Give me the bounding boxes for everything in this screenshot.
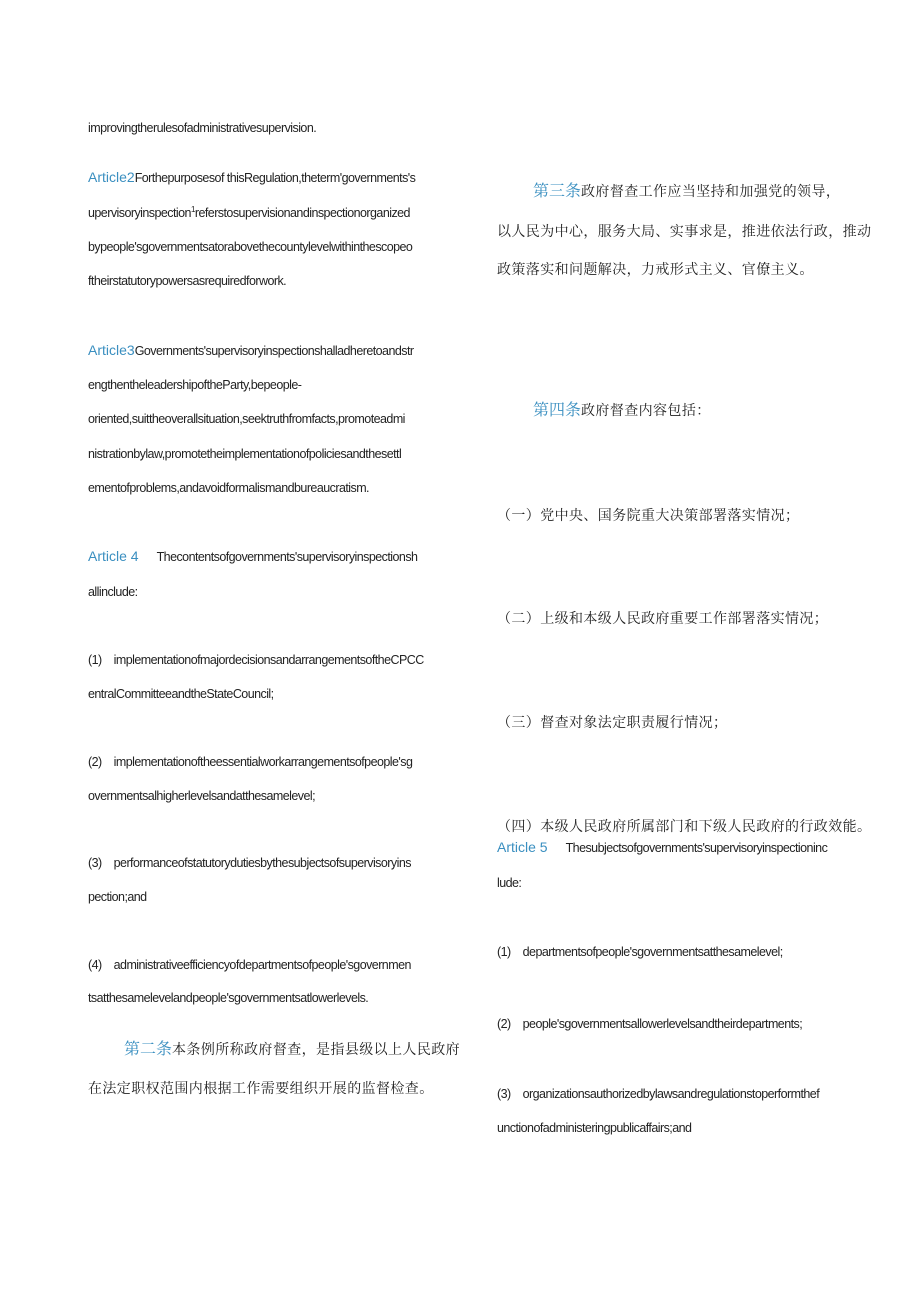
left-item4-line2: tsatthesamelevelandpeople'sgovernmentsatlowerlevels. bbox=[88, 991, 369, 1005]
item-text: performanceofstatutorydutiesbythesubjectsofsupervisoryins bbox=[113, 856, 411, 870]
zh-article4-text1: 政府督查内容包括： bbox=[581, 403, 711, 419]
zh-item2: （二）上级和本级人民政府重要工作部署落实情况； bbox=[497, 611, 829, 627]
item-number: (2) bbox=[497, 1017, 511, 1031]
zh-article3-heading: 第三条 bbox=[533, 181, 582, 200]
right-item3-line2: unctionofadministeringpublicaffairs;and bbox=[497, 1121, 692, 1135]
article2-text1: Forthepurposesof thisRegulation,theterm'governments's bbox=[134, 171, 416, 185]
article5-heading: Article 5 bbox=[497, 839, 548, 855]
left-item4-line1 bbox=[88, 957, 411, 973]
zh-article4-line1 bbox=[533, 401, 711, 420]
article5-text1: Thesubjectsofgovernments'supervisoryinspectioninc bbox=[565, 841, 828, 855]
left-item1-line1 bbox=[88, 652, 424, 668]
article3-text1: Governments'supervisoryinspectionshalladheretoandstr bbox=[134, 344, 414, 358]
zh-article3-line1 bbox=[533, 182, 840, 201]
item-number: (3) bbox=[497, 1087, 511, 1101]
article2-text2b: referstosupervisionandinspectionorganized bbox=[194, 206, 410, 220]
article2-line3: bypeople'sgovernmentsatorabovethecountylevelwithinthescopeo bbox=[88, 240, 413, 254]
article4-text1: Thecontentsofgovernments'supervisoryinspectionsh bbox=[156, 550, 418, 564]
zh-article3-text1: 政府督查工作应当坚持和加强党的领导， bbox=[581, 184, 841, 200]
item-text: organizationsauthorizedbylawsandregulationstoperformthef bbox=[522, 1087, 820, 1101]
zh-article3-line3: 政策落实和问题解决，力戒形式主义、官僚主义。 bbox=[497, 262, 814, 278]
article3-line5: ementofproblems,andavoidformalismandbureaucratism. bbox=[88, 481, 369, 495]
item-number: (1) bbox=[88, 653, 102, 667]
article2-line1 bbox=[88, 169, 415, 186]
article2-line4: ftheirstatutorypowersasrequiredforwork. bbox=[88, 274, 287, 288]
article2-line2 bbox=[88, 205, 410, 221]
zh-article3-line2: 以人民为中心，服务大局、实事求是，推进依法行政，推动 bbox=[497, 224, 872, 240]
footnote-marker: 1 bbox=[190, 204, 195, 214]
zh-item4: （四）本级人民政府所属部门和下级人民政府的行政效能。 bbox=[497, 819, 872, 835]
article5-line2: lude: bbox=[497, 876, 522, 890]
item-number: (2) bbox=[88, 755, 102, 769]
zh-article2-line1 bbox=[124, 1040, 460, 1059]
left-item3-line2: pection;and bbox=[88, 890, 147, 904]
article2-text2a: upervisoryinspection bbox=[88, 206, 191, 220]
item-text: people'sgovernmentsallowerlevelsandtheirdepartments; bbox=[522, 1017, 803, 1031]
zh-item1: （一）党中央、国务院重大决策部署落实情况； bbox=[497, 508, 800, 524]
item-number: (4) bbox=[88, 958, 102, 972]
article3-line1 bbox=[88, 342, 414, 359]
zh-item3: （三）督查对象法定职责履行情况； bbox=[497, 715, 728, 731]
article5-line1 bbox=[497, 839, 827, 856]
intro-line: improvingtherulesofadministrativesupervision. bbox=[88, 121, 317, 135]
article4-heading: Article 4 bbox=[88, 548, 139, 564]
right-item2 bbox=[497, 1016, 802, 1032]
article3-line4: nistrationbylaw,promotetheimplementationofpoliciesandthesettl bbox=[88, 447, 402, 461]
article3-line3: oriented,suittheoverallsituation,seektruthfromfacts,promoteadmi bbox=[88, 412, 405, 426]
article2-heading: Article2 bbox=[88, 169, 135, 185]
left-item2-line2: overnmentsalhigherlevelsandatthesamelevel; bbox=[88, 789, 316, 803]
left-item1-line2: entralCommitteeandtheStateCouncil; bbox=[88, 687, 274, 701]
article4-line1 bbox=[88, 548, 417, 565]
left-item3-line1 bbox=[88, 855, 411, 871]
article3-line2: engthentheleadershipoftheParty,bepeople- bbox=[88, 378, 302, 392]
item-number: (1) bbox=[497, 945, 511, 959]
right-item3-line1 bbox=[497, 1086, 819, 1102]
item-text: implementationoftheessentialworkarrangementsofpeople'sg bbox=[113, 755, 413, 769]
item-text: departmentsofpeople'sgovernmentsatthesamelevel; bbox=[522, 945, 783, 959]
article3-heading: Article3 bbox=[88, 342, 135, 358]
item-text: administrativeefficiencyofdepartmentsofpeople'sgovernmen bbox=[113, 958, 411, 972]
article4-line2: allinclude: bbox=[88, 585, 138, 599]
item-text: implementationofmajordecisionsandarrangementsoftheCPCC bbox=[113, 653, 424, 667]
zh-article4-heading: 第四条 bbox=[533, 400, 582, 419]
right-item1 bbox=[497, 944, 783, 960]
zh-article2-line2: 在法定职权范围内根据工作需要组织开展的监督检查。 bbox=[88, 1081, 434, 1097]
zh-article2-heading: 第二条 bbox=[124, 1039, 173, 1058]
zh-article2-text1: 本条例所称政府督查，是指县级以上人民政府 bbox=[172, 1042, 461, 1058]
left-item2-line1 bbox=[88, 754, 412, 770]
item-number: (3) bbox=[88, 856, 102, 870]
